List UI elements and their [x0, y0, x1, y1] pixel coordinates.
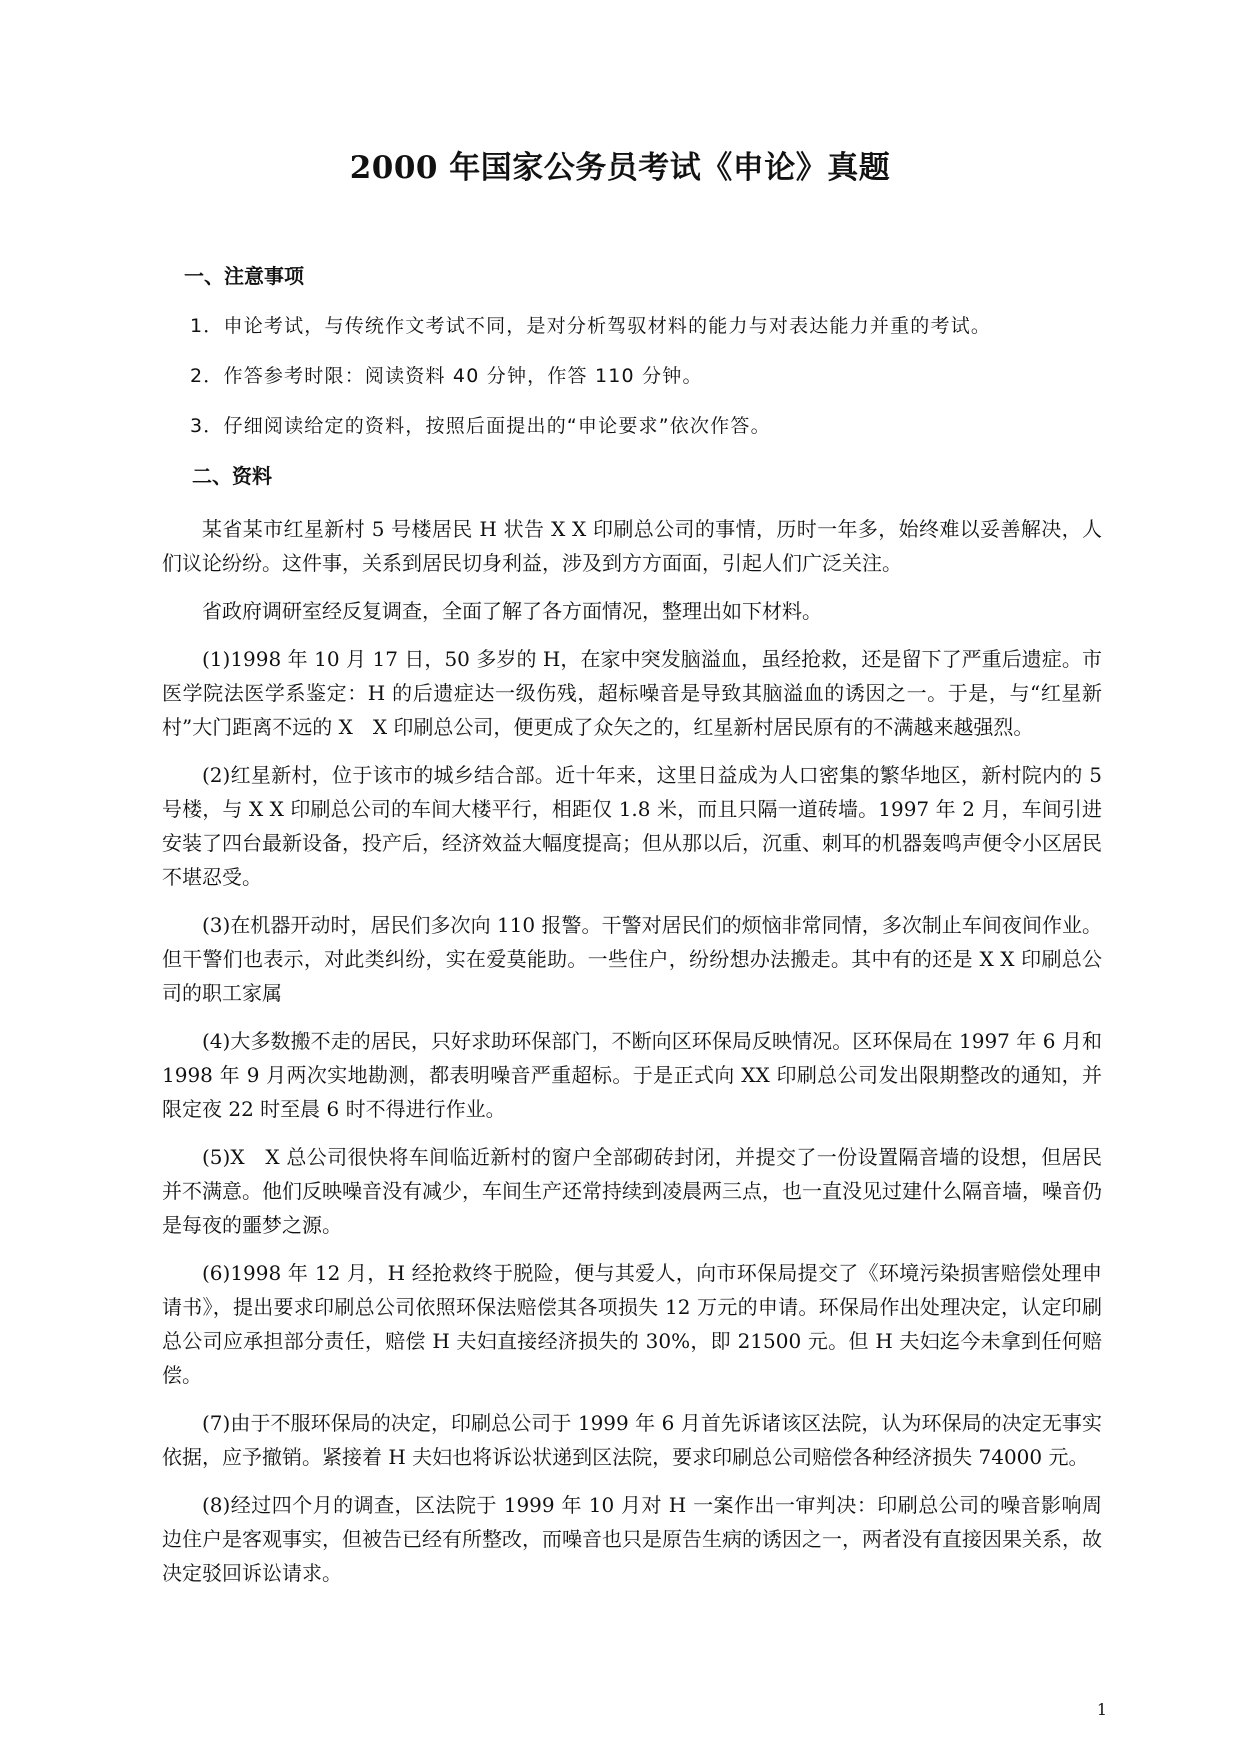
note-item: 3．仔细阅读给定的资料，按照后面提出的“申论要求”依次作答。 — [190, 415, 771, 437]
material-paragraph: (1)1998 年 10 月 17 日，50 多岁的 H，在家中突发脑溢血，虽经抢救，还是留下了严重后遗症。市医学院法医学系鉴定：H 的后遗症达一级伤残，超标噪音是导致其脑溢血的诱因之一。于是，与“红星新村”大门距离不远的 X X 印刷总公司，便更成了众矢之的，红星新村居民原有的不满越来越强烈。 — [162, 647, 1102, 739]
material-paragraph: (6)1998 年 12 月，H 经抢救终于脱险，便与其爱人，向市环保局提交了《环境污染损害赔偿处理申请书》，提出要求印刷总公司依照环保法赔偿其各项损失 12 万元的申请。环保局作出处理决定，认定印刷总公司应承担部分责任，赔偿 H 夫妇直接经济损失的 30%，即 21500 元。但 H 夫妇迄今未拿到任何赔偿。 — [162, 1261, 1102, 1387]
material-paragraph: (4)大多数搬不走的居民，只好求助环保部门，不断向区环保局反映情况。区环保局在 1997 年 6 月和 1998 年 9 月两次实地勘测，都表明噪音严重超标。于是正式向 XX 印刷总公司发出限期整改的通知，并限定夜 22 时至晨 6 时不得进行作业。 — [162, 1029, 1102, 1121]
material-paragraph: 某省某市红星新村 5 号楼居民 H 状告 X X 印刷总公司的事情，历时一年多，始终难以妥善解决，人们议论纷纷。这件事，关系到居民切身利益，涉及到方方面面，引起人们广泛关注。 — [162, 517, 1102, 575]
material-paragraph: (3)在机器开动时，居民们多次向 110 报警。干警对居民们的烦恼非常同情，多次制止车间夜间作业。但干警们也表示，对此类纠纷，实在爱莫能助。一些住户，纷纷想办法搬走。其中有的还是 X X 印刷总公司的职工家属 — [162, 913, 1102, 1005]
section-heading-notes: 一、注意事项 — [184, 264, 304, 288]
material-paragraph: (7)由于不服环保局的决定，印刷总公司于 1999 年 6 月首先诉诸该区法院，认为环保局的决定无事实依据，应予撤销。紧接着 H 夫妇也将诉讼状递到区法院，要求印刷总公司赔偿各种经济损失 74000 元。 — [162, 1411, 1102, 1469]
material-paragraph: (8)经过四个月的调查，区法院于 1999 年 10 月对 H 一案作出一审判决：印刷总公司的噪音影响周边住户是客观事实，但被告已经有所整改，而噪音也只是原告生病的诱因之一，两者没有直接因果关系，故决定驳回诉讼请求。 — [162, 1493, 1102, 1585]
material-paragraph: (2)红星新村，位于该市的城乡结合部。近十年来，这里日益成为人口密集的繁华地区，新村院内的 5 号楼，与 X X 印刷总公司的车间大楼平行，相距仅 1.8 米，而且只隔一道砖墙。1997 年 2 月，车间引进安装了四台最新设备，投产后，经济效益大幅度提高；但从那以后，沉重、刺耳的机器轰鸣声便令小区居民不堪忍受。 — [162, 763, 1102, 889]
note-item: 2．作答参考时限：阅读资料 40 分钟，作答 110 分钟。 — [190, 365, 703, 387]
page-number: 1 — [1096, 1700, 1107, 1719]
material-paragraph: 省政府调研室经反复调查，全面了解了各方面情况，整理出如下材料。 — [202, 599, 822, 623]
material-paragraph: (5)X X 总公司很快将车间临近新村的窗户全部砌砖封闭，并提交了一份设置隔音墙的设想，但居民并不满意。他们反映噪音没有减少，车间生产还常持续到凌晨两三点，也一直没见过建什么隔音墙，噪音仍是每夜的噩梦之源。 — [162, 1145, 1102, 1237]
section-heading-materials: 二、资料 — [192, 464, 272, 488]
page-title: 2000 年国家公务员考试《申论》真题 — [349, 150, 891, 186]
document-body — [162, 262, 1102, 1604]
note-item: 1．申论考试，与传统作文考试不同，是对分析驾驭材料的能力与对表达能力并重的考试。 — [190, 315, 992, 337]
